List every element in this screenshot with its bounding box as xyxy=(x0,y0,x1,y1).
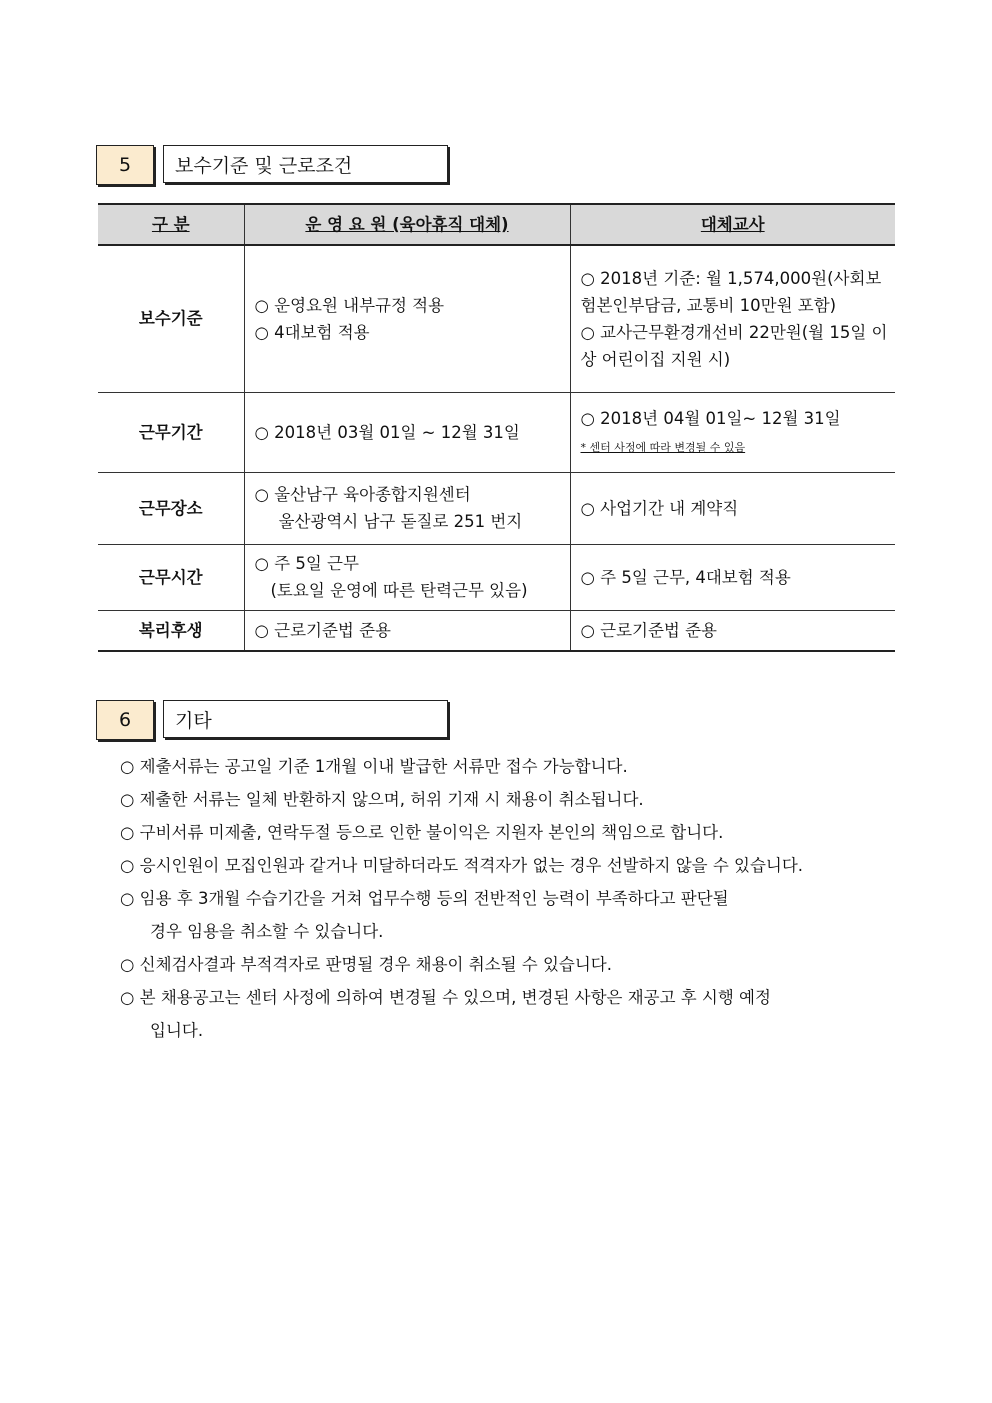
operating-staff-cell: ○ 2018년 03월 01일 ~ 12월 31일 xyxy=(244,392,570,472)
row-label: 근무기간 xyxy=(98,392,244,472)
table-header-row xyxy=(98,204,895,245)
operating-staff-cell: ○ 주 5일 근무 (토요일 운영에 따른 탄력근무 있음) xyxy=(244,544,570,610)
list-item: ○ 제출한 서류는 일체 반환하지 않으며, 허위 기재 시 채용이 취소됩니다. xyxy=(120,790,644,809)
change-note: * 센터 사정에 따라 변경될 수 있음 xyxy=(580,441,746,454)
operating-staff-cell: ○ 운영요원 내부규정 적용 ○ 4대보험 적용 xyxy=(244,245,570,392)
table-row xyxy=(98,245,895,392)
list-item: ○ 신체검사결과 부적격자로 판명될 경우 채용이 취소될 수 있습니다. xyxy=(120,955,612,974)
header-operating-staff: 운 영 요 원 (육아휴직 대체) xyxy=(244,204,570,245)
row-label: 보수기준 xyxy=(98,245,244,392)
operating-staff-cell: ○ 울산남구 육아종합지원센터 울산광역시 남구 돋질로 251 번지 xyxy=(244,472,570,544)
table-row xyxy=(98,392,895,472)
conditions-table xyxy=(98,203,895,652)
other-notes-list xyxy=(120,750,920,1047)
list-item: ○ 응시인원이 모집인원과 같거나 미달하더라도 적격자가 없는 경우 선발하지 않을 수 있습니다. xyxy=(120,856,804,875)
list-item: ○ 임용 후 3개월 수습기간을 거쳐 업무수행 등의 전반적인 능력이 부족하다고 판단될 xyxy=(120,889,729,908)
substitute-teacher-cell: ○ 2018년 04월 01일~ 12월 31일 * 센터 사정에 따라 변경될 수 있음 xyxy=(570,392,895,472)
substitute-teacher-cell: ○ 근로기준법 준용 xyxy=(570,610,895,651)
header-category: 구 분 xyxy=(98,204,244,245)
substitute-teacher-cell: ○ 사업기간 내 계약직 xyxy=(570,472,895,544)
row-label: 근무장소 xyxy=(98,472,244,544)
substitute-teacher-cell: ○ 2018년 기준: 월 1,574,000원(사회보험본인부담금, 교통비 10만원 포함) ○ 교사근무환경개선비 22만원(월 15일 이상 어린이집 지원 시) xyxy=(570,245,895,392)
substitute-teacher-cell: ○ 주 5일 근무, 4대보험 적용 xyxy=(570,544,895,610)
section-number: 6 xyxy=(96,700,154,740)
header-substitute-teacher: 대체교사 xyxy=(570,204,895,245)
table-row xyxy=(98,610,895,651)
table-row xyxy=(98,472,895,544)
row-label: 복리후생 xyxy=(98,610,244,651)
section-number: 5 xyxy=(96,145,154,185)
operating-staff-cell: ○ 근로기준법 준용 xyxy=(244,610,570,651)
list-item: ○ 제출서류는 공고일 기준 1개월 이내 발급한 서류만 접수 가능합니다. xyxy=(120,757,628,776)
row-label: 근무시간 xyxy=(98,544,244,610)
section-title: 보수기준 및 근로조건 xyxy=(163,145,448,183)
list-item-continuation: 경우 임용을 취소할 수 있습니다. xyxy=(150,922,384,941)
section-title: 기타 xyxy=(163,700,448,738)
list-item-continuation: 입니다. xyxy=(150,1021,204,1040)
list-item: ○ 구비서류 미제출, 연락두절 등으로 인한 불이익은 지원자 본인의 책임으로 합니다. xyxy=(120,823,724,842)
list-item: ○ 본 채용공고는 센터 사정에 의하여 변경될 수 있으며, 변경된 사항은 재공고 후 시행 예정 xyxy=(120,988,771,1007)
table-row xyxy=(98,544,895,610)
